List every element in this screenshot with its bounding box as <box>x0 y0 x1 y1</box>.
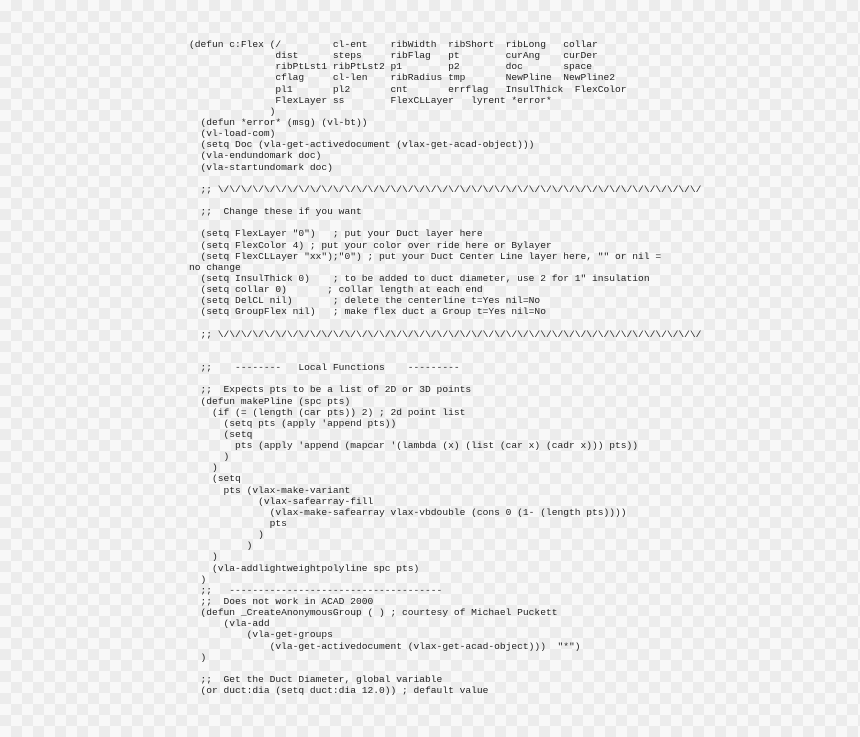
code-line: ) <box>189 651 207 663</box>
code-line: ) <box>189 551 218 563</box>
code-listing <box>189 39 701 696</box>
code-line <box>189 217 701 228</box>
code-line: ;; Get the Duct Diameter, global variable <box>189 674 443 686</box>
code-line: (setq GroupFlex nil) ; make flex duct a Group t=Yes nil=No <box>189 306 546 318</box>
code-line <box>189 173 701 184</box>
code-line: (defun _CreateAnonymousGroup ( ) ; courtesy of Michael Puckett <box>189 607 558 619</box>
code-line: (defun *error* (msg) (vl-bt)) <box>189 116 368 128</box>
code-line: ) <box>189 462 218 474</box>
code-line: ;; \/\/\/\/\/\/\/\/\/\/\/\/\/\/\/\/\/\/\/\/\/\/\/\/\/\/\/\/\/\/\/\/\/\/\/\/\/\/\/\/\/\/ <box>189 328 702 340</box>
code-line: no change <box>189 261 241 273</box>
code-line: ) <box>189 105 276 117</box>
code-line: cflag cl-len ribRadius tmp NewPline NewPline2 <box>189 72 616 84</box>
code-line: pts (apply 'append (mapcar '(lambda (x) (list (car x) (cadr x))) pts)) <box>189 440 639 452</box>
code-line: ;; Does not work in ACAD 2000 <box>189 596 374 608</box>
code-line: (setq FlexLayer "0") ; put your Duct layer here <box>189 228 483 240</box>
code-line: (vlax-make-safearray vlax-vbdouble (cons 0 (1- (length pts)))) <box>189 506 627 518</box>
code-line: (setq InsulThick 0) ; to be added to duct diameter, use 2 for 1" insulation <box>189 272 650 284</box>
code-line: (setq DelCL nil) ; delete the centerline t=Yes nil=No <box>189 295 541 307</box>
code-line: (setq collar 0) ; collar length at each end <box>189 284 483 296</box>
code-line: (vla-startundomark doc) <box>189 161 333 173</box>
code-line: (setq FlexCLLayer "xx");"0") ; put your Duct Center Line layer here, "" or nil = <box>189 250 662 262</box>
code-line: (vl-load-com) <box>189 128 276 140</box>
code-line <box>189 663 701 674</box>
code-line: (or duct:dia (setq duct:dia 12.0)) ; default value <box>189 685 489 697</box>
code-line <box>189 340 701 351</box>
code-line: (vla-get-activedocument (vlax-get-acad-object))) "*") <box>189 640 581 652</box>
code-line: (vla-addlightweightpolyline spc pts) <box>189 562 420 574</box>
code-line: (defun makePline (spc pts) <box>189 395 351 407</box>
code-line: (vla-add <box>189 618 270 630</box>
code-line: ribPtLst1 ribPtLst2 p1 p2 doc space <box>189 61 593 73</box>
code-line: ) <box>189 529 264 541</box>
code-line: ;; ------------------------------------- <box>189 584 443 596</box>
code-line: (setq <box>189 428 253 440</box>
code-line: (setq FlexColor 4) ; put your color over ride here or Bylayer <box>189 239 552 251</box>
code-line: (vla-endundomark doc) <box>189 150 322 162</box>
code-line: ;; -------- Local Functions --------- <box>189 362 460 374</box>
code-line: dist steps ribFlag pt curAng curDer <box>189 50 598 62</box>
code-line: pts (vlax-make-variant <box>189 484 351 496</box>
code-line: pts <box>189 518 287 530</box>
code-line <box>189 318 701 329</box>
code-line: ;; \/\/\/\/\/\/\/\/\/\/\/\/\/\/\/\/\/\/\/\/\/\/\/\/\/\/\/\/\/\/\/\/\/\/\/\/\/\/\/\/\/\/ <box>189 183 702 195</box>
code-line: (vlax-safearray-fill <box>189 495 374 507</box>
code-line: (setq <box>189 473 241 485</box>
code-line: (setq pts (apply 'append pts)) <box>189 417 397 429</box>
code-line <box>189 195 701 206</box>
code-line: ) <box>189 540 253 552</box>
code-line: ;; Change these if you want <box>189 206 362 218</box>
code-line: (defun c:Flex (/ cl-ent ribWidth ribShort ribLong collar <box>189 39 598 50</box>
code-line <box>189 351 701 362</box>
code-line: ) <box>189 451 230 463</box>
code-line <box>189 373 701 384</box>
code-line: ) <box>189 573 207 585</box>
code-line: (if (= (length (car pts)) 2) ; 2d point list <box>189 406 466 418</box>
code-line: pl1 pl2 cnt errflag InsulThick FlexColor <box>189 83 627 95</box>
code-line: ;; Expects pts to be a list of 2D or 3D points <box>189 384 472 396</box>
code-line: (vla-get-groups <box>189 629 333 641</box>
code-line: FlexLayer ss FlexCLLayer lyrent *error* <box>189 94 552 106</box>
code-line: (setq Doc (vla-get-activedocument (vlax-get-acad-object))) <box>189 139 535 151</box>
